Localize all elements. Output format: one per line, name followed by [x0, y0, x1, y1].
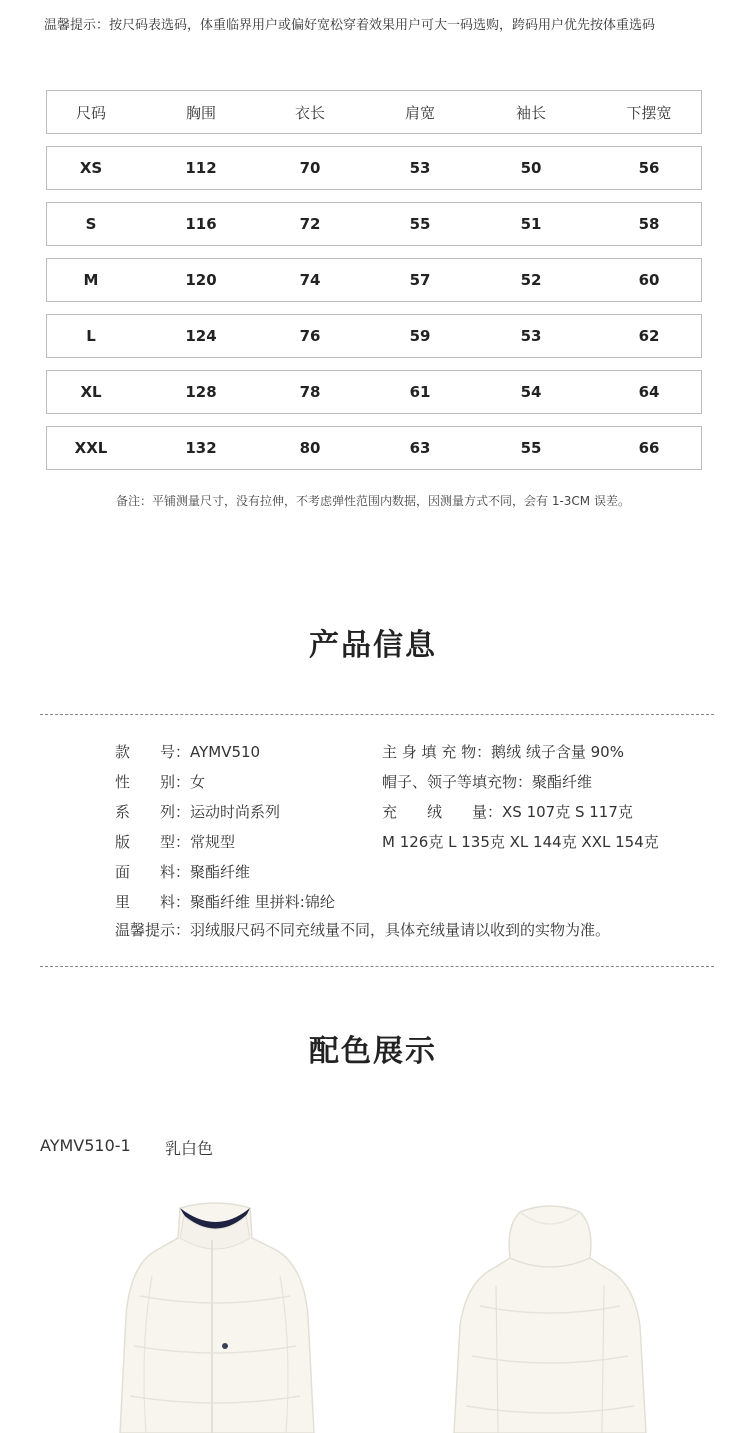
header-hem: 下摆宽: [626, 103, 672, 122]
cell-size: M: [83, 271, 99, 289]
cell-hem: 64: [638, 383, 660, 401]
divider: [40, 714, 714, 715]
jacket-front-body: [120, 1203, 314, 1433]
cell-shoulder: 63: [409, 439, 431, 457]
color-name: 乳白色: [165, 1139, 214, 1158]
cell-chest: 128: [185, 383, 217, 401]
jacket-front-image: [100, 1196, 330, 1433]
header-length: 衣长: [294, 103, 325, 122]
table-row: [46, 370, 702, 414]
cell-size: S: [85, 215, 97, 233]
cell-size: XL: [80, 383, 102, 401]
cell-length: 76: [299, 327, 321, 345]
cell-hem: 58: [638, 215, 660, 233]
cell-hem: 60: [638, 271, 660, 289]
cell-length: 78: [299, 383, 321, 401]
cell-shoulder: 61: [409, 383, 431, 401]
divider: [40, 966, 714, 967]
cell-size: XXL: [74, 439, 108, 457]
info-lining: 里 料：聚酯纤维 里拼料:锦纶: [115, 893, 335, 911]
info-series: 系 列：运动时尚系列: [115, 803, 281, 821]
jacket-back-image: [440, 1196, 660, 1433]
info-tip: 温馨提示：羽绒服尺码不同充绒量不同，具体充绒量请以收到的实物为准。: [115, 921, 611, 939]
cell-hem: 62: [638, 327, 660, 345]
info-fill-weight: 充 绒 量：XS 107克 S 117克: [382, 803, 633, 821]
cell-size: XS: [79, 159, 103, 177]
info-main-filling: 主 身 填 充 物：鹅绒 绒子含量 90%: [382, 743, 624, 761]
cell-shoulder: 55: [409, 215, 431, 233]
cell-length: 80: [299, 439, 321, 457]
cell-sleeve: 52: [520, 271, 542, 289]
table-row: [46, 202, 702, 246]
cell-hem: 56: [638, 159, 660, 177]
measurement-note: 备注：平铺测量尺寸，没有拉伸，不考虑弹性范围内数据，因测量方式不同，会有 1-3CM 误差。: [116, 494, 630, 508]
table-row: [46, 258, 702, 302]
cell-shoulder: 57: [409, 271, 431, 289]
header-size: 尺码: [75, 103, 106, 122]
header-sleeve: 袖长: [515, 103, 546, 122]
cell-sleeve: 54: [520, 383, 542, 401]
info-fabric: 面 料：聚酯纤维: [115, 863, 251, 881]
color-code: AYMV510-1: [40, 1136, 131, 1155]
cell-sleeve: 51: [520, 215, 542, 233]
cell-hem: 66: [638, 439, 660, 457]
cell-chest: 124: [185, 327, 217, 345]
cell-chest: 132: [185, 439, 217, 457]
header-chest: 胸围: [185, 103, 216, 122]
cell-length: 70: [299, 159, 321, 177]
size-table-header: [46, 90, 702, 134]
product-info-title: 产品信息: [309, 628, 437, 663]
logo-icon: [222, 1343, 228, 1349]
header-shoulder: 肩宽: [404, 103, 435, 122]
table-row: [46, 146, 702, 190]
info-fit: 版 型：常规型: [115, 833, 236, 851]
color-display-title: 配色展示: [309, 1034, 437, 1069]
table-row: [46, 314, 702, 358]
cell-sleeve: 53: [520, 327, 542, 345]
cell-sleeve: 55: [520, 439, 542, 457]
info-gender: 性 别：女: [115, 773, 206, 791]
cell-shoulder: 59: [409, 327, 431, 345]
table-row: [46, 426, 702, 470]
size-tip: 温馨提示：按尺码表选码，体重临界用户或偏好宽松穿着效果用户可大一码选购，跨码用户优先按体重选码: [44, 18, 656, 33]
info-fill-weight-cont: M 126克 L 135克 XL 144克 XXL 154克: [382, 833, 659, 851]
cell-chest: 116: [185, 215, 217, 233]
cell-size: L: [86, 327, 96, 345]
info-style-number: 款 号：AYMV510: [115, 743, 261, 761]
cell-length: 74: [299, 271, 321, 289]
cell-chest: 112: [185, 159, 217, 177]
cell-shoulder: 53: [409, 159, 431, 177]
cell-sleeve: 50: [520, 159, 542, 177]
info-hood-filling: 帽子、领子等填充物：聚酯纤维: [382, 773, 593, 791]
cell-length: 72: [299, 215, 321, 233]
jacket-back-body: [454, 1206, 646, 1433]
cell-chest: 120: [185, 271, 217, 289]
